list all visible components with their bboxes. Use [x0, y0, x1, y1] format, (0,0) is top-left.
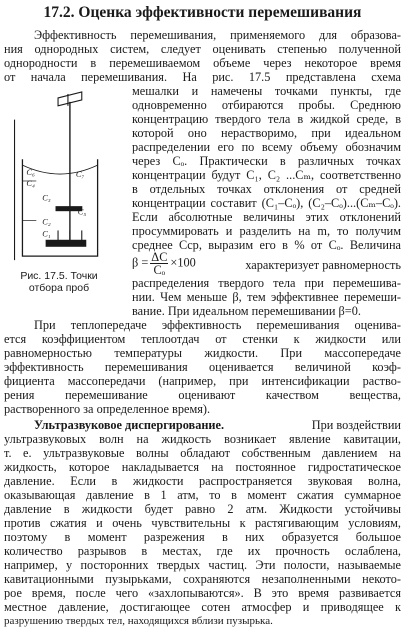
text-line: распределении его по всему объему обозначим: [132, 140, 401, 154]
text-line: среднее Cср, выразим его в % от Cₒ. Величина: [132, 238, 401, 252]
text-line: эффективность перемешивания оценивается величиной коэф-: [4, 360, 401, 374]
text-line: Эффективность перемешивания, применяемого для образова-: [34, 28, 401, 42]
text-line: равномерностью температуры жидкости. При массопередаче: [4, 346, 401, 360]
text-line: концентрацию твердого тела в жидкой среде, в: [132, 112, 401, 126]
text-line: количество разрывов в местах, где их прочность ослаблена,: [4, 544, 401, 558]
ultrasonic-heading-line: [34, 418, 401, 432]
text-line: фициента массопередачи (например, при интенсификации раство-: [4, 374, 401, 388]
text-line: мешалки и намечены точками пункты, где: [132, 84, 401, 98]
text-line: концентрации составит (C₁–Cₒ), (C₂–Cₒ)...(Cₘ–Cₒ).: [132, 196, 401, 210]
text-line: характеризует равномерность: [245, 258, 401, 272]
text-line: нии. Чем меньше β, тем эффективнее перемеши-: [132, 290, 401, 304]
beta-formula: β = $\frac{\Delta C}{\text{Cₒ}}$ ×100: [132, 250, 196, 277]
text-line: местное давление, достигающее сотен атмосфер и приводящее к: [4, 600, 401, 614]
text-line: ется коэффициентом теплоотдач от стенки к жидкости или: [4, 332, 401, 346]
text-line: Если абсолютные величины этих отклонений: [132, 210, 401, 224]
text-line: давление. Если в жидкости распространяется звуковая волна,: [4, 474, 401, 488]
text-line: кавитационными пузырьками, сохраняются незаполненными некото-: [4, 572, 401, 586]
figure-label: C₂: [42, 217, 51, 227]
ultrasonic-heading: Ультразвуковое диспергирование.: [34, 418, 225, 432]
text-line: против сжатия и очень чувствительны к растягивающим условиям,: [4, 516, 401, 530]
text-line: от начала перемешивания. На рис. 17.5 представлена схема: [4, 70, 401, 84]
text-line: При воздействии: [311, 418, 401, 432]
figure-label: C₁: [42, 229, 51, 239]
text-line: просуммировать и разделить на m, то получим: [132, 224, 401, 238]
text-line: которой оно нерастворимо, при идеальном: [132, 126, 401, 140]
text-line: например, у посторонних твердых частиц. Эти полости, называемые: [4, 558, 401, 572]
figure-caption: Рис. 17.5. Точки отбора проб: [20, 270, 98, 294]
text-line: жидкость, которое накладывается на постоянное гидростатическое: [4, 460, 401, 474]
figure-label: C₃: [42, 193, 51, 203]
figure-label: C₅: [77, 207, 87, 217]
text-line: разрушению твердых тел, находящихся вблизи пузырька.: [4, 615, 273, 627]
text-line: распределения твердого тела при перемешива-: [132, 276, 401, 290]
text-line: давление в жидкости будет равно 2 атм. Жидкости устойчивы: [4, 502, 401, 516]
text-line: растворенного за определенное время).: [4, 402, 211, 416]
text-line: т. е. ультразвуковые волны обладают собственным давлением на: [4, 446, 401, 460]
section-title: 17.2. Оценка эффективности перемешивания: [43, 4, 362, 21]
text-line: однородности в перемешиваемом объеме через некоторое время: [4, 56, 401, 70]
text-line: При теплопередаче эффективность перемешивания оценива-: [34, 318, 401, 332]
text-line: оказывающая давление в 1 атм, то в момент сжатия суммарное: [4, 488, 401, 502]
text-line: концентрации будут C₁, C₂ ...Cₘ, соответственно: [132, 168, 401, 182]
text-line: ультразвуковых волн на жидкость возникает явление кавитации,: [4, 432, 401, 446]
text-line: поэтому в момент разрежения в них образуется большое: [4, 530, 401, 544]
figure-label: C₄: [26, 178, 35, 188]
text-line: одновременно отбираются пробы. Среднюю: [132, 98, 401, 112]
text-line: в отдельных точках отклонения от средней: [132, 182, 401, 196]
text-line: вание. При идеальном перемешивании β=0.: [132, 304, 361, 318]
text-line: ния однородных систем, следует оценивать степенью полученной: [4, 42, 401, 56]
text-line: рения перемешивание оценивают качеством вещества,: [4, 388, 401, 402]
mixer-diagram: [4, 90, 120, 268]
text-line: рое время, после чего «захлопываются». В это время развивается: [4, 586, 401, 600]
figure-label: C₇: [75, 170, 85, 180]
figure-label: C₆: [26, 168, 35, 178]
text-line: через Cₒ. Практически в различных точках: [132, 154, 401, 168]
